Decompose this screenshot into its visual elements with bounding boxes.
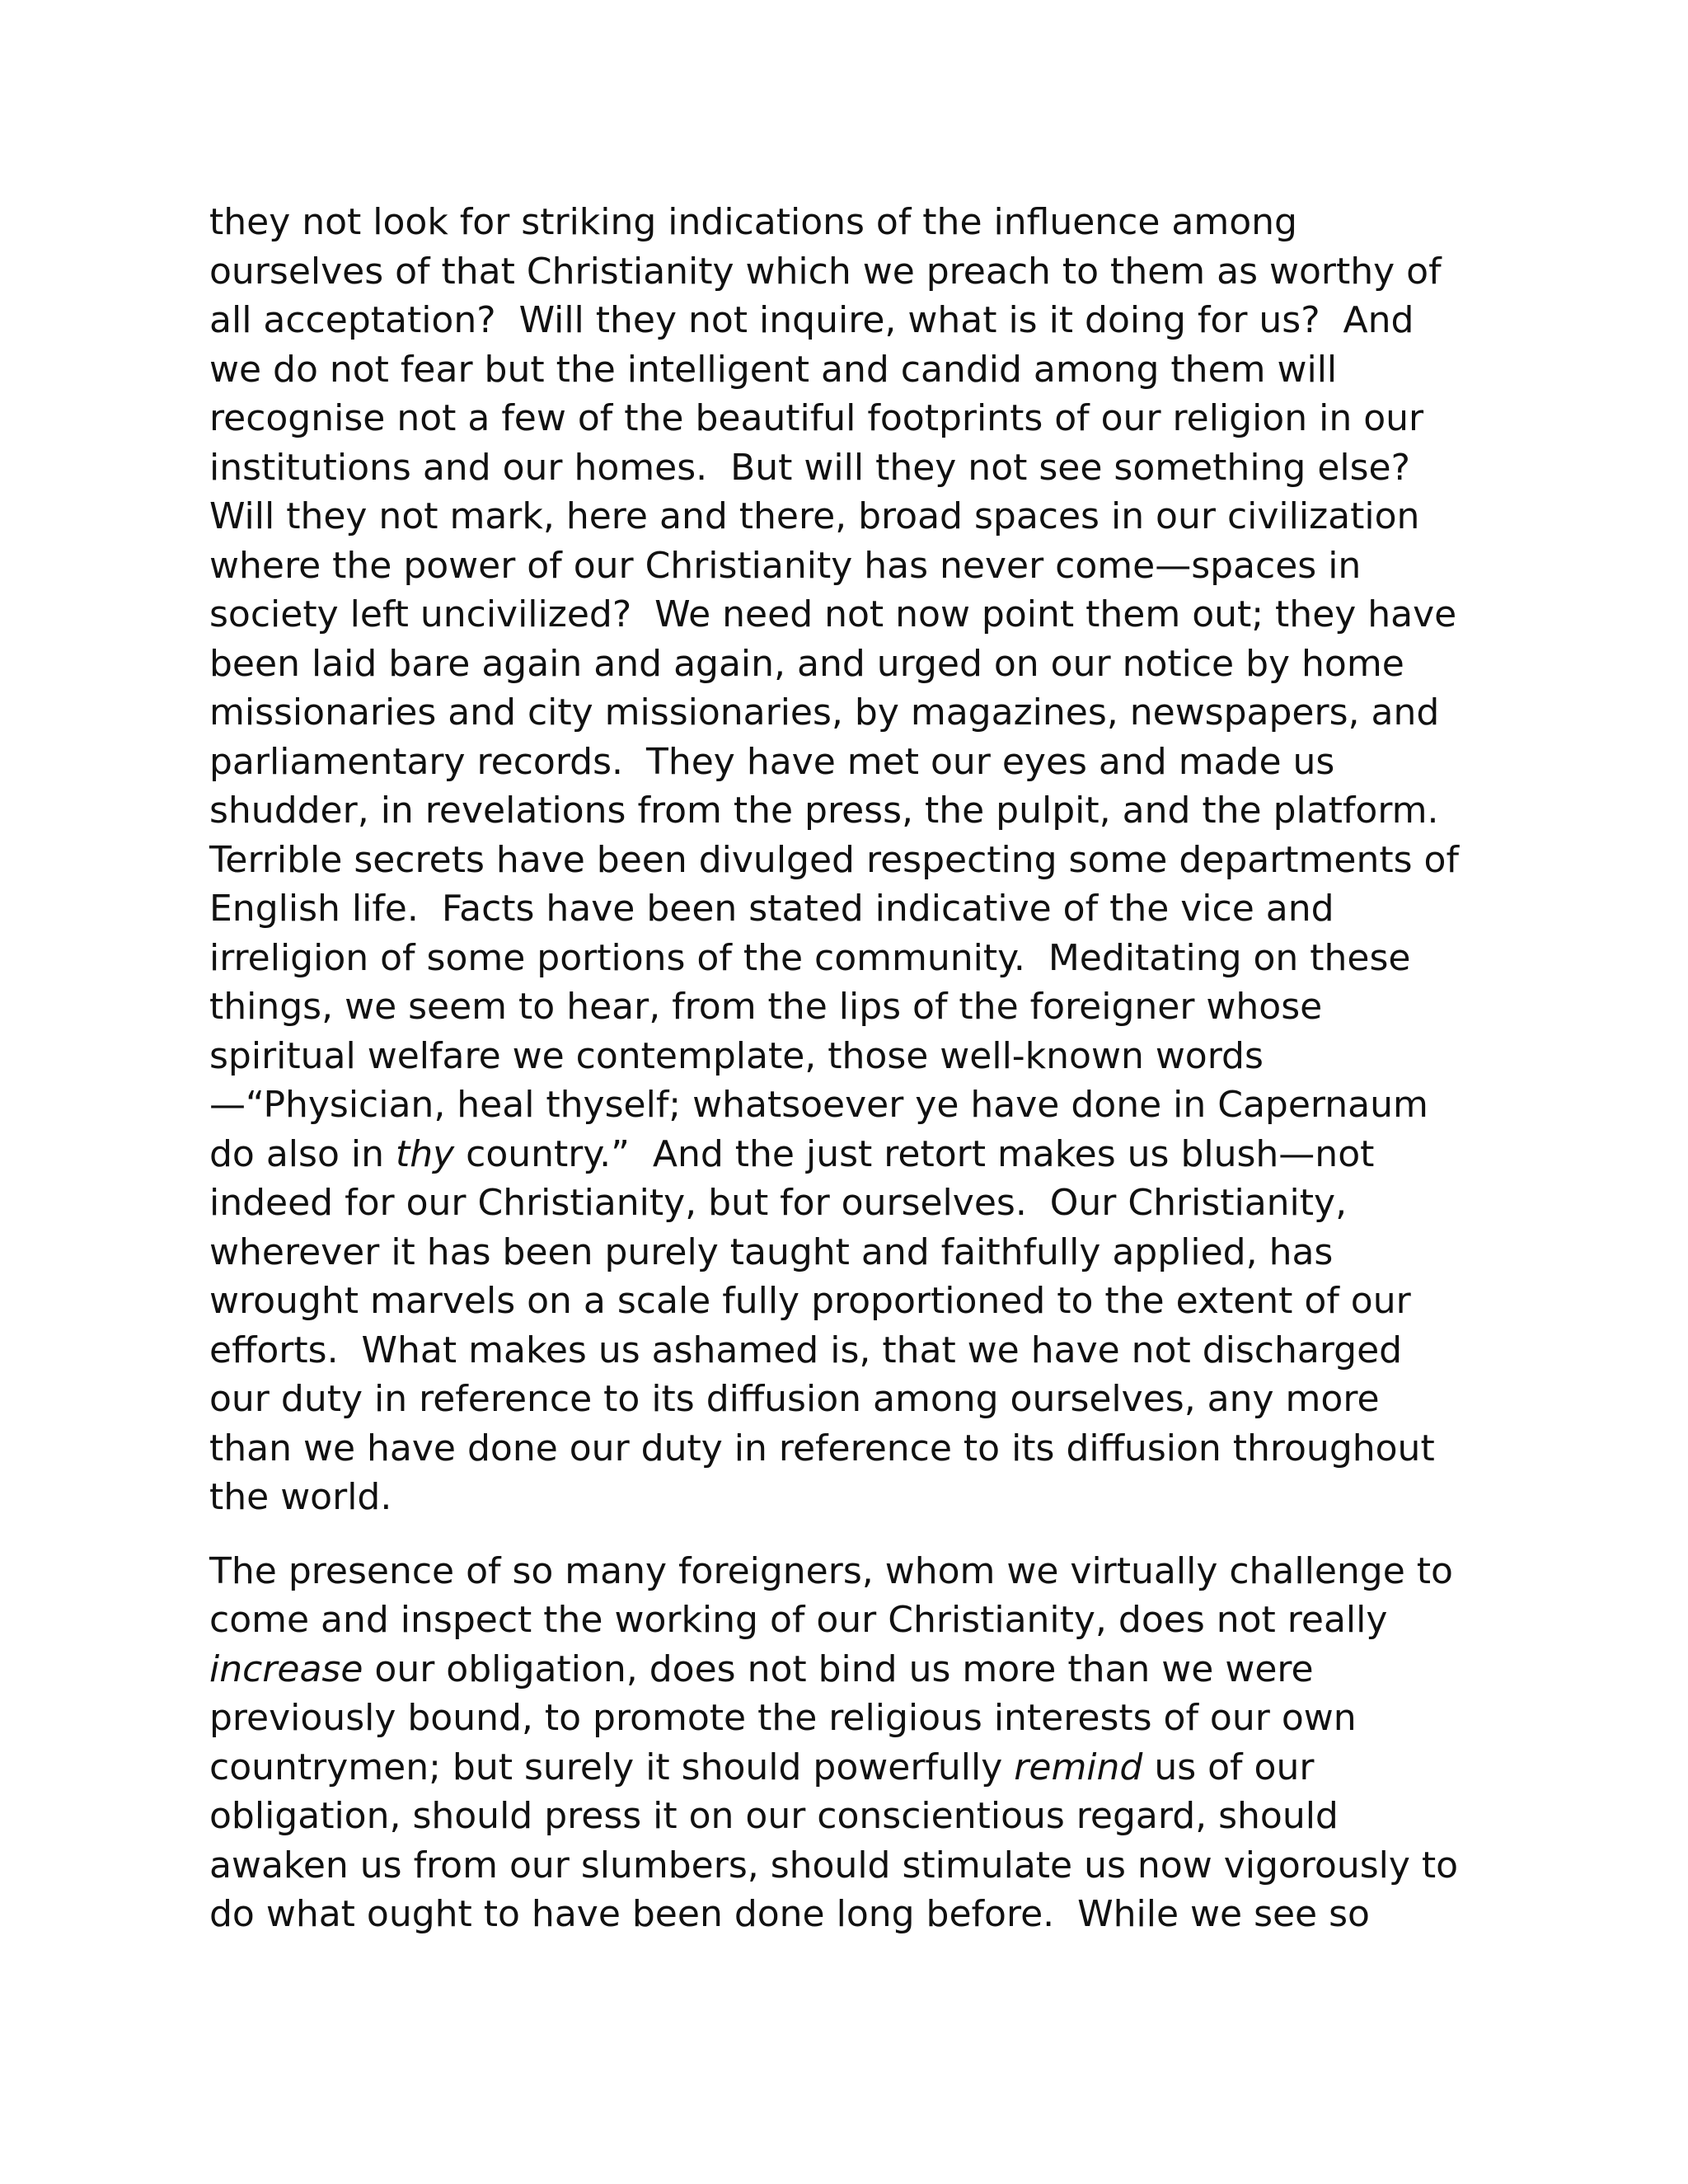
- text-line: we do not fear but the intelligent and candid among them will: [209, 348, 1338, 391]
- text-line: society left uncivilized? We need not now point them out; they have: [209, 593, 1457, 635]
- text-run: country.” And the just retort makes us blush—not: [454, 1132, 1375, 1175]
- text-line: they not look for striking indications of the influence among: [209, 201, 1297, 243]
- text-line: efforts. What makes us ashamed is, that we have not discharged: [209, 1329, 1403, 1371]
- italic-word: remind: [1014, 1746, 1143, 1788]
- text-line: Will they not mark, here and there, broad spaces in our civilization: [209, 495, 1420, 537]
- italic-word: thy: [395, 1132, 455, 1175]
- text-run: our obligation, does not bind us more than we were: [363, 1647, 1314, 1690]
- text-line: do what ought to have been done long before. While we see so: [209, 1893, 1370, 1935]
- text-line: all acceptation? Will they not inquire, what is it doing for us? And: [209, 299, 1414, 341]
- italic-word: increase: [209, 1647, 363, 1690]
- text-line: wherever it has been purely taught and faithfully applied, has: [209, 1230, 1334, 1273]
- text-line: —“Physician, heal thyself; whatsoever ye have done in Capernaum: [209, 1084, 1428, 1126]
- text-line: [209, 1645, 1495, 1694]
- text-line: indeed for our Christianity, but for ourselves. Our Christianity,: [209, 1182, 1348, 1224]
- text-line: recognise not a few of the beautiful footprints of our religion in our: [209, 397, 1424, 439]
- text-line: our duty in reference to its diffusion among ourselves, any more: [209, 1378, 1380, 1420]
- text-line: [209, 1743, 1495, 1793]
- text-line: spiritual welfare we contemplate, those well-known words: [209, 1034, 1264, 1077]
- text-line: English life. Facts have been stated indicative of the vice and: [209, 888, 1334, 930]
- text-line: ourselves of that Christianity which we preach to them as worthy of: [209, 250, 1442, 293]
- text-line: than we have done our duty in reference to its diffusion throughout: [209, 1427, 1435, 1469]
- text-line: come and inspect the working of our Christianity, does not really: [209, 1599, 1388, 1641]
- text-line: where the power of our Christianity has never come—spaces in: [209, 544, 1362, 587]
- text-line: obligation, should press it on our conscientious regard, should: [209, 1795, 1339, 1837]
- text-run: us of our: [1142, 1746, 1315, 1788]
- text-line: irreligion of some portions of the community. Meditating on these: [209, 936, 1411, 979]
- paragraph-1: [209, 198, 1495, 1522]
- paragraph-2: [209, 1547, 1495, 1939]
- text-line: shudder, in revelations from the press, the pulpit, and the platform.: [209, 790, 1439, 832]
- text-line: things, we seem to hear, from the lips of the foreigner whose: [209, 986, 1323, 1028]
- body-text: [209, 198, 1495, 1939]
- paragraph-gap: [209, 1522, 1495, 1547]
- text-line: parliamentary records. They have met our eyes and made us: [209, 740, 1335, 783]
- text-line: Terrible secrets have been divulged respecting some departments of: [209, 838, 1459, 881]
- text-line: wrought marvels on a scale fully proportioned to the extent of our: [209, 1280, 1411, 1322]
- text-run: countrymen; but surely it should powerfully: [209, 1746, 1015, 1788]
- text-line: previously bound, to promote the religious interests of our own: [209, 1697, 1357, 1739]
- text-line: been laid bare again and again, and urged on our notice by home: [209, 642, 1404, 685]
- text-line: awaken us from our slumbers, should stimulate us now vigorously to: [209, 1844, 1459, 1886]
- text-run: do also in: [209, 1132, 396, 1175]
- text-line: The presence of so many foreigners, whom we virtually challenge to: [209, 1549, 1453, 1592]
- text-line: institutions and our homes. But will they not see something else?: [209, 446, 1410, 489]
- text-line: [209, 1130, 1495, 1179]
- text-line: missionaries and city missionaries, by magazines, newspapers, and: [209, 691, 1440, 733]
- text-line: the world.: [209, 1476, 392, 1518]
